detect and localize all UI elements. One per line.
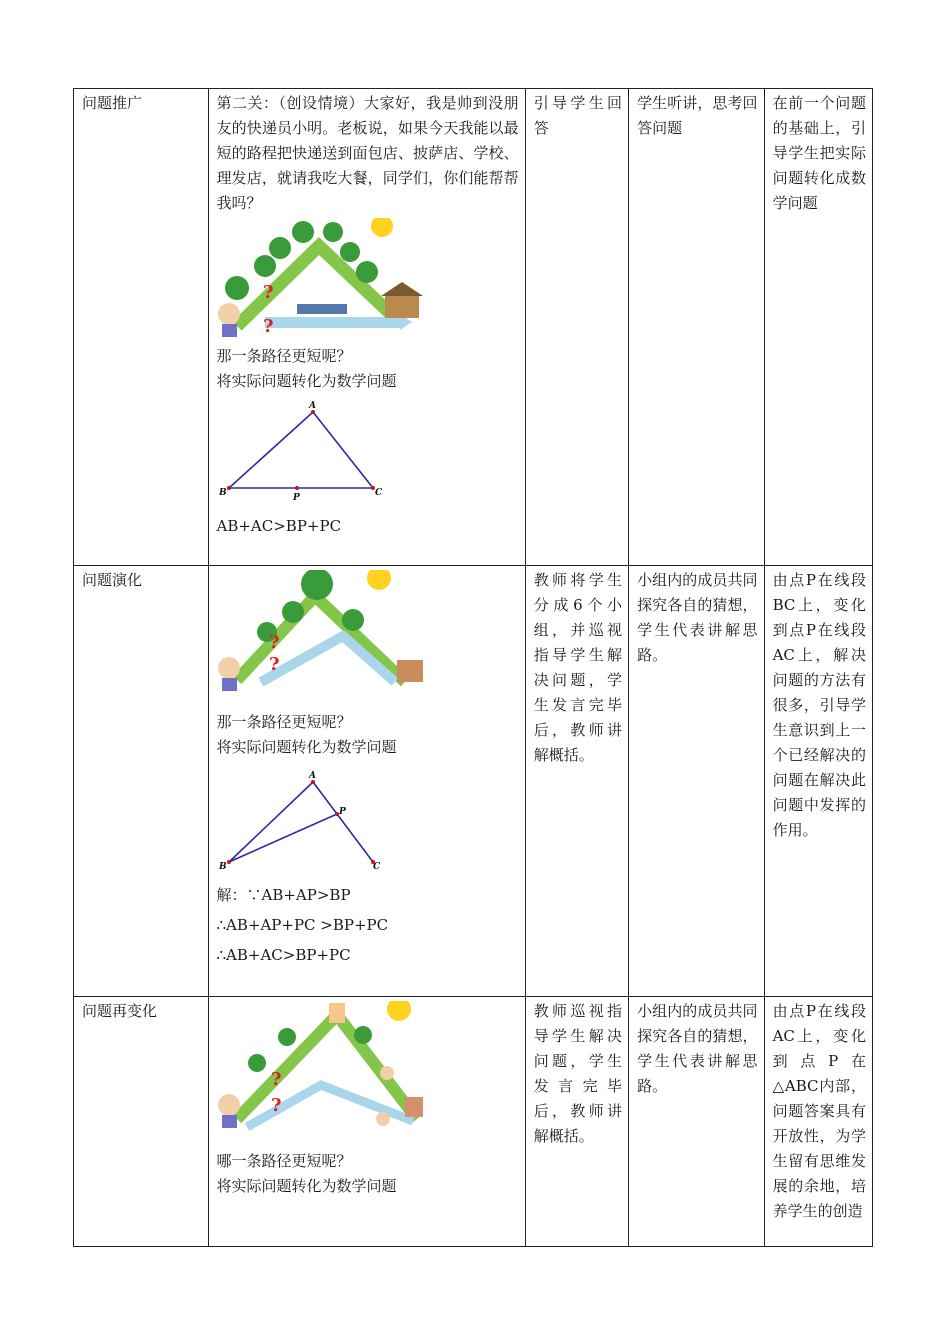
student-activity: 小组内的成员共同探究各自的猜想，学生代表讲解思路。 <box>637 1002 758 1095</box>
content-cell <box>208 89 525 566</box>
question-text: 那一条路径更短呢？ <box>216 713 352 731</box>
vertex-label: A <box>308 771 316 781</box>
design-intent: 在前一个问题的基础上，引导学生把实际问题转化成数学问题 <box>772 94 866 212</box>
convert-text: 将实际问题转化为数学问题 <box>216 372 397 390</box>
content-cell <box>208 997 525 1247</box>
convert-text: 将实际问题转化为数学问题 <box>216 1177 397 1195</box>
student-activity: 小组内的成员共同探究各自的猜想，学生代表讲解思路。 <box>637 571 758 664</box>
formula-text: AB+AC>BP+PC <box>216 517 342 535</box>
table-row <box>74 997 873 1247</box>
vertex-label: A <box>308 401 316 411</box>
design-intent: 由点P在线段BC上，变化到点P在线段AC上，解决问题的方法有很多，引导学生意识到上一个已经解决的问题在解决此问题中发挥的作用。 <box>772 571 866 839</box>
design-intent: 由点P在线段AC上，变化到点P在△ABC内部，问题答案具有开放性，为学生留有思维发展的余地，培养学生的创造 <box>772 1002 866 1220</box>
vertex-label: P <box>292 493 300 503</box>
convert-text: 将实际问题转化为数学问题 <box>216 738 397 756</box>
question-text: 哪一条路径更短呢？ <box>216 1152 352 1170</box>
question-mark-icon: ? <box>262 282 274 303</box>
intent-cell <box>764 997 872 1247</box>
delivery-route-illustration <box>217 218 427 340</box>
student-activity: 学生听讲，思考回答问题 <box>637 94 758 137</box>
teacher-cell <box>525 89 628 566</box>
solution-line: ∴AB+AP+PC >BP+PC <box>216 916 389 934</box>
solution-line: 解：∵AB+AP>BP <box>216 886 351 904</box>
delivery-route-illustration <box>217 570 427 694</box>
teacher-activity: 教师将学生分成6个小组，并巡视指导学生解决问题，学生发言完毕后，教师讲解概括。 <box>533 571 623 764</box>
triangle-diagram <box>217 766 397 870</box>
student-cell <box>629 89 765 566</box>
question-mark-icon: ? <box>268 632 280 653</box>
scenario-text: 第二关：（创设情境）大家好，我是帅到没朋友的快递员小明。老板说，如果今天我能以最短的路程把快递送到面包店、披萨店、学校、理发店，就请我吃大餐，同学们，你们能帮帮我吗？ <box>216 94 519 212</box>
intent-cell <box>764 89 872 566</box>
vertex-label: C <box>372 862 380 870</box>
question-mark-icon: ? <box>268 654 280 675</box>
stage-cell <box>74 566 209 997</box>
question-mark-icon: ? <box>270 1069 282 1090</box>
stage-label: 问题再变化 <box>82 1002 158 1020</box>
teacher-cell <box>525 997 628 1247</box>
student-cell <box>629 566 765 997</box>
question-mark-icon: ? <box>262 316 274 337</box>
stage-label: 问题推广 <box>82 94 143 112</box>
teacher-activity: 教师巡视指导学生解决问题，学生发言完毕后，教师讲解概括。 <box>533 1002 623 1145</box>
vertex-label: B <box>218 862 227 870</box>
stage-cell <box>74 89 209 566</box>
student-cell <box>629 997 765 1247</box>
table-row <box>74 89 873 566</box>
vertex-label: C <box>374 488 382 498</box>
intent-cell <box>764 566 872 997</box>
teacher-activity: 引导学生回答 <box>533 94 623 137</box>
delivery-route-illustration <box>217 1001 427 1135</box>
content-cell <box>208 566 525 997</box>
lesson-plan-table <box>73 88 873 1247</box>
teacher-cell <box>525 566 628 997</box>
solution-line: ∴AB+AC>BP+PC <box>216 946 351 964</box>
question-text: 那一条路径更短呢？ <box>216 347 352 365</box>
table-row <box>74 566 873 997</box>
stage-label: 问题演化 <box>82 571 143 589</box>
question-mark-icon: ? <box>270 1095 282 1116</box>
triangle-diagram <box>217 400 397 510</box>
vertex-label: B <box>218 488 227 498</box>
stage-cell <box>74 997 209 1247</box>
vertex-label: P <box>338 807 346 817</box>
